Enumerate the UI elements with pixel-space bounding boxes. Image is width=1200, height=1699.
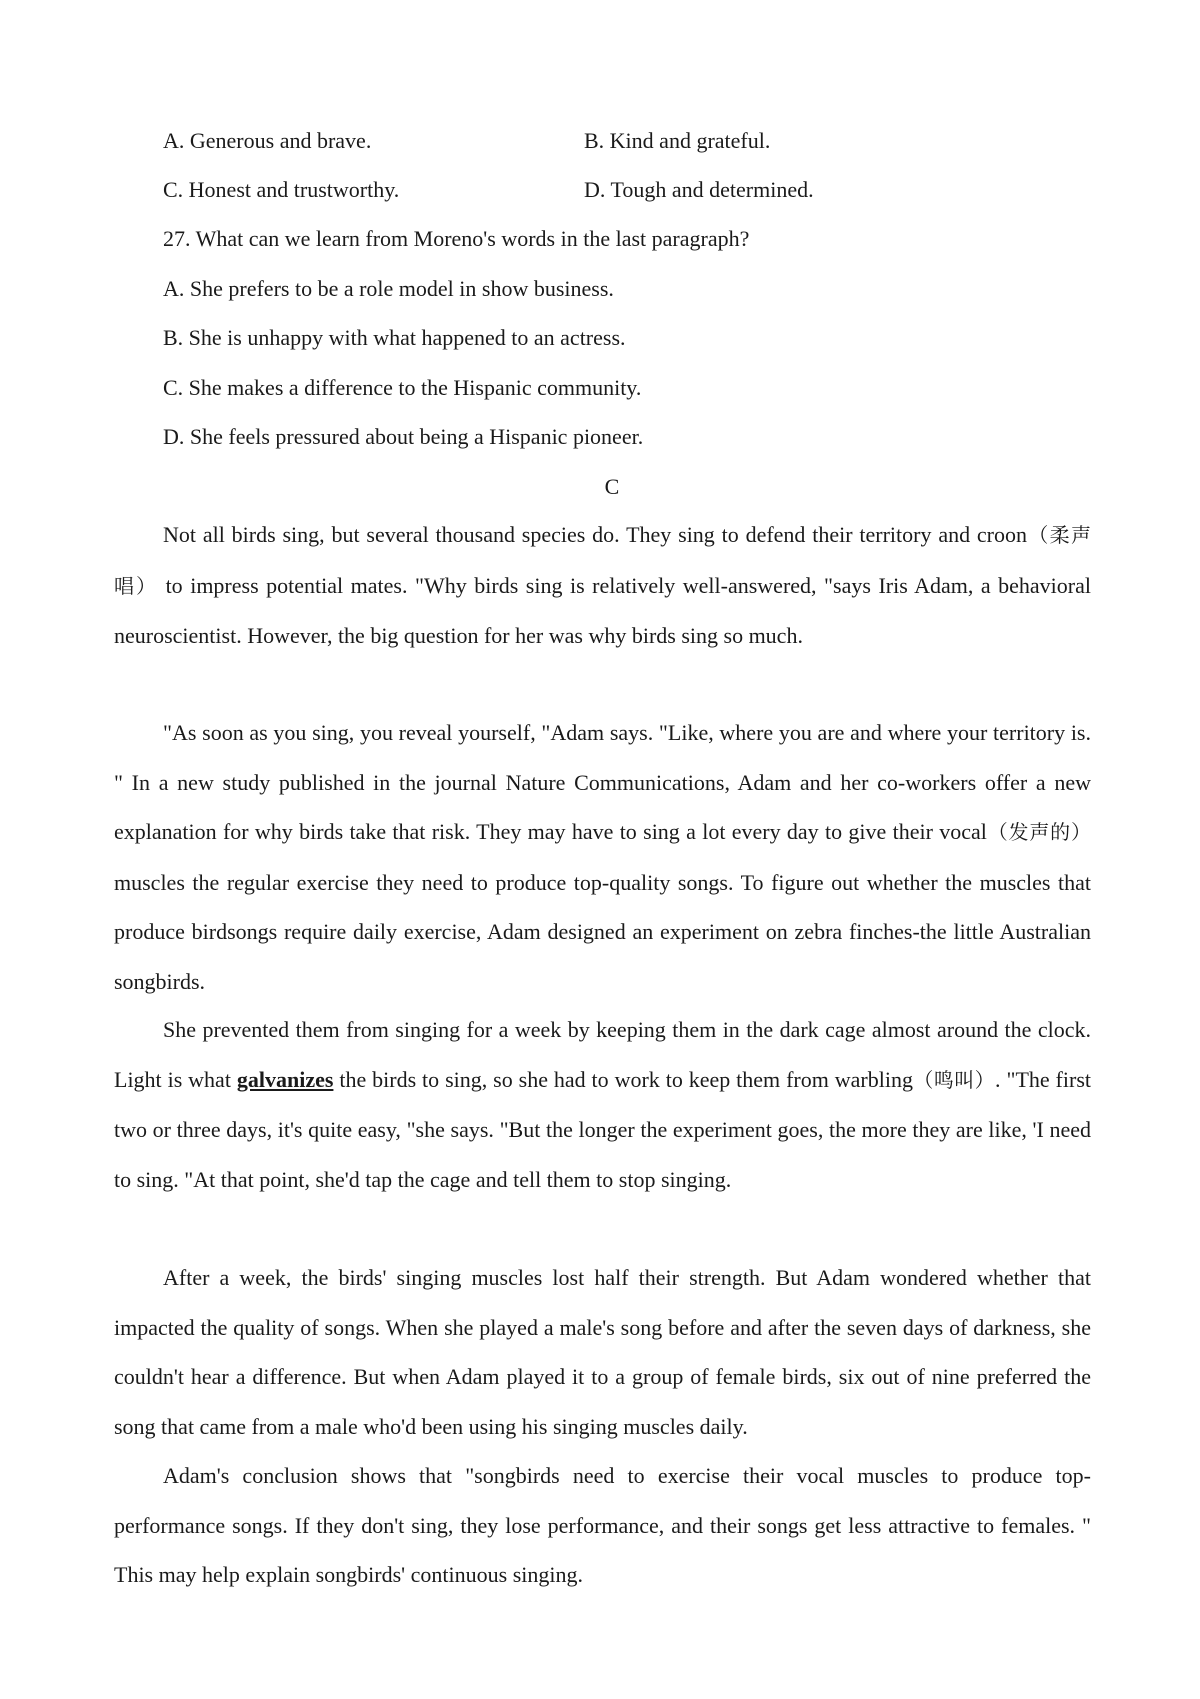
p1-text-b: to impress potential mates. "Why birds sing is relatively well-answered, "says Iris Adam, a behavioral neuroscientist. However, the big question for her was why birds sing so much. xyxy=(114,572,1091,649)
q26-option-d: D. Tough and determined. xyxy=(584,177,814,202)
q27-option-d: D. She feels pressured about being a Hispanic pioneer. xyxy=(163,424,644,449)
passage-paragraph-3 xyxy=(114,1005,1091,1204)
q26-option-a: A. Generous and brave. xyxy=(163,128,372,153)
p3-gloss: （鸣叫） xyxy=(912,1067,996,1092)
p3-text-a: She prevented them from singing for a week by keeping them in the dark cage almost around the clock. Light is what xyxy=(114,1017,1091,1092)
p2-gloss: （发声的） xyxy=(986,820,1091,845)
keyword-galvanizes: galvanizes xyxy=(236,1066,334,1092)
q27-option-b: B. She is unhappy with what happened to an actress. xyxy=(163,325,626,350)
p1-text-a: Not all birds sing, but several thousand species do. They sing to defend their territory and croon xyxy=(163,522,1027,547)
p3-text-b: the birds to sing, so she had to work to keep them from warbling xyxy=(333,1066,913,1092)
passage-paragraph-4: After a week, the birds' singing muscles lost half their strength. But Adam wondered whether that impacted the quality of songs. When she played a male's song before and after the seven days of darkness, she couldn't hear a difference. But when Adam played it to a group of female birds, six out of nine preferred the song that came from a male who'd been using his singing muscles daily. xyxy=(114,1265,1091,1439)
section-label: C xyxy=(604,474,620,499)
q27-option-c: C. She makes a difference to the Hispanic community. xyxy=(163,375,642,400)
passage-paragraph-2 xyxy=(114,708,1091,1007)
passage-paragraph-1 xyxy=(114,510,1091,661)
q27-option-a: A. She prefers to be a role model in show business. xyxy=(163,276,614,301)
p2-text-a: "As soon as you sing, you reveal yourself, "Adam says. "Like, where you are and where your territory is. " In a new study published in the journal Nature Communications, Adam and her co-workers offer a new explanation for why birds take that risk. They may have to sing a lot every day to give their vocal xyxy=(114,720,1091,845)
p3-text-c: . "The first two or three days, it's quite easy, "she says. "But the longer the experiment goes, the more they are like, 'I need to sing. "At that point, she'd tap the cage and tell them to stop singing. xyxy=(114,1066,1091,1192)
q26-option-c: C. Honest and trustworthy. xyxy=(163,177,400,202)
passage-paragraph-5: Adam's conclusion shows that "songbirds need to exercise their vocal muscles to produce top-performance songs. If they don't sing, they lose performance, and their songs get less attractive to females. " This may help explain songbirds' continuous singing. xyxy=(114,1463,1091,1588)
p2-text-b: muscles the regular exercise they need to produce top-quality songs. To figure out whether the muscles that produce birdsongs require daily exercise, Adam designed an experiment on zebra finches-the little Australian songbirds. xyxy=(114,869,1091,994)
p1-gloss: （柔声唱） xyxy=(114,523,1091,598)
q26-option-b: B. Kind and grateful. xyxy=(584,128,771,153)
q27-stem: 27. What can we learn from Moreno's words in the last paragraph? xyxy=(163,226,750,251)
